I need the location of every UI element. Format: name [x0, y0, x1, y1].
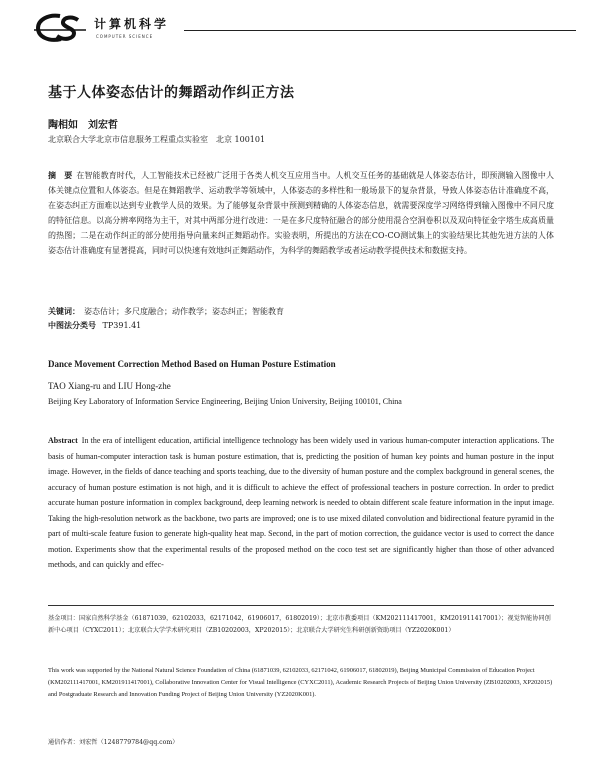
- journal-header: [34, 10, 574, 50]
- english-authors: TAO Xiang-ru and LIU Hong-zhe: [48, 381, 171, 391]
- corresponding-author-label: 通信作者：: [48, 739, 79, 746]
- corresponding-author: [48, 737, 554, 749]
- chinese-abstract-label: 摘 要: [48, 171, 73, 180]
- english-affiliation: Beijing Key Laboratory of Information Service Engineering, Beijing Union University, Beijing 100101, China: [48, 397, 402, 406]
- classification-label: 中图法分类号: [48, 321, 96, 330]
- chinese-affiliation: 北京联合大学北京市信息服务工程重点实验室 北京 100101: [48, 135, 266, 144]
- english-title: Dance Movement Correction Method Based on Human Posture Estimation: [48, 359, 336, 369]
- chinese-keywords-label: 关键词：: [48, 307, 80, 316]
- chinese-funding-footnote: 基金项目：国家自然科学基金（61871039，62102033，62171042，61906017，61802019）；北京市教委项目（KM202111417001，KM201911417001）；视觉智能协同创新中心项目（CYXC2011）；北京联合大学学术研究项目（ZB10202003，XP202015）；北京联合大学研究生科研创新资助项目（YZ2020K001）: [48, 615, 551, 634]
- journal-name: 计算机科学: [94, 17, 170, 31]
- chinese-keywords: [48, 305, 554, 318]
- chinese-title: 基于人体姿态估计的舞蹈动作纠正方法: [48, 85, 295, 101]
- classification-value: TP391.41: [102, 321, 142, 330]
- english-abstract: [48, 433, 554, 573]
- journal-name-english: COMPUTER SCIENCE: [96, 34, 154, 39]
- corresponding-author-email: 刘宏哲（1248779784@qq.com）: [78, 739, 179, 746]
- footnote-rule: [48, 605, 554, 606]
- header-rule: [184, 30, 576, 31]
- chinese-authors: 陶相如 刘宏哲: [48, 120, 118, 131]
- journal-logo-icon: [34, 10, 86, 46]
- english-funding-footnote: This work was supported by the National Natural Science Foundation of China (61871039, 62102033, 62171042, 61906017, 61802019), Beijing Municipal Commission of Education Project (KM202111417001, KM201911417001), Collaborative Innovation Center for Visual Intelligence (CYXC2011), Academic Research Projects of Beijing Union University (ZB10202003, XP202015) and Postgraduate Research and Innovation Funding Project of Beijing Union University (YZ2020K001).: [48, 667, 553, 698]
- chinese-abstract: [48, 168, 554, 258]
- chinese-keywords-text: 姿态估计；多尺度融合；动作教学；姿态纠正；智能教育: [84, 307, 284, 316]
- chinese-abstract-text: 在智能教育时代，人工智能技术已经被广泛用于各类人机交互应用当中。人机交互任务的基础就是人体姿态估计，即预测输入图像中人体关键点位置和人体姿态。但是在舞蹈教学、运动教学等领域中，人体姿态的多样性和一般场景下的复杂背景，导致人体姿态估计准确度不高，在姿态纠正方面难以达到专业教学人员的效果。为了能够复杂背景中预测到精确的人体姿态信息，就需要深度学习网络得到输入图像中不同尺度的特征信息。以高分辨率网络为主干，对其中两部分进行改进：一是在多尺度特征融合的部分使用混合空洞卷积以及双向特征金字塔生成高质量的热图；二是在动作纠正的部分使用指导向量来纠正舞蹈动作。实验表明，所提出的方法在CO-CO测试集上的实验结果比其他先进方法的人体姿态估计准确度有显著提高，同时可以快速有效地纠正舞蹈动作，为科学的舞蹈教学或者运动教学提供技术和数据支持。: [48, 171, 554, 255]
- classification-number: [48, 320, 141, 331]
- english-abstract-text: In the era of intelligent education, artificial intelligence technology has been widely used in various human-computer interaction applications. The basis of human-computer interaction task is human posture estimation, that is, predicting the position of human key points and human posture in the input image. However, in the fields of dance teaching and sports teaching, due to the diversity of human posture and the complex background in general scenes, the accuracy of human posture estimation is not high, and it is difficult to achieve the effect of professional teachers in posture correction. In order to predict accurate human posture information in complex background, deep learning network is needed to obtain different scale feature information in the input image. Taking the high-resolution network as the backbone, two parts are improved; one is to use mixed dilated convolution and bidirectional feature pyramid in the part of multi-scale feature fusion to generate high-quality heat map. Second, in the part of motion correction, the guidance vector is used to correct the dance motion. Experiments show that the experimental results of the proposed method on the coco test set are significantly higher than those of other advanced methods, and can quickly and effec-: [48, 436, 554, 569]
- english-abstract-label: Abstract: [48, 436, 78, 445]
